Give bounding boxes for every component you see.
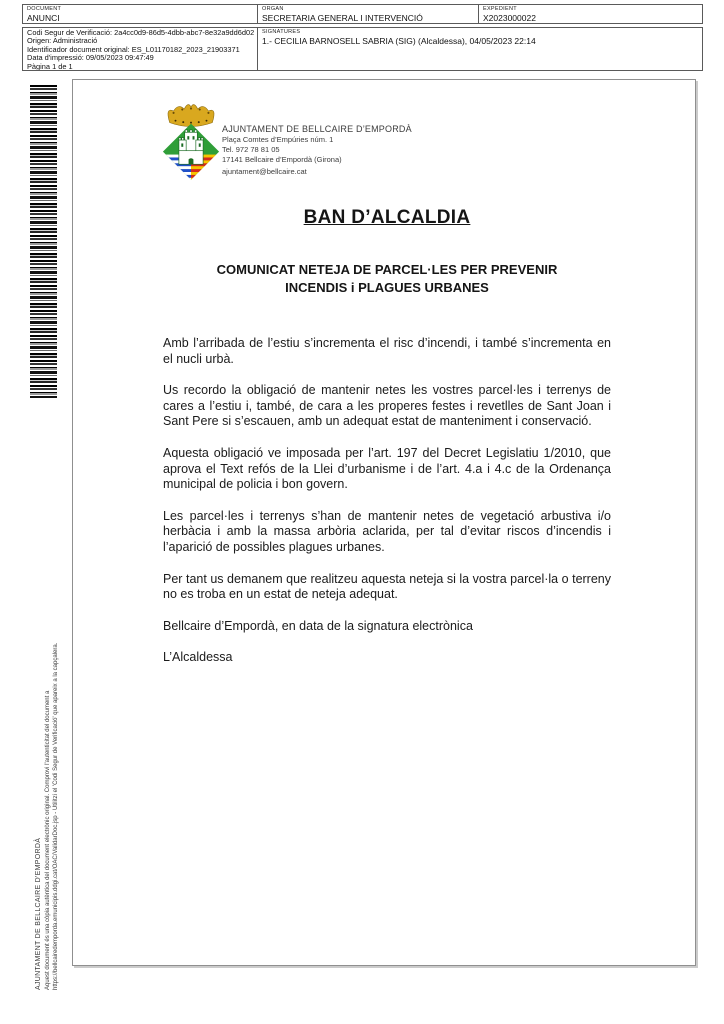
org-email: ajuntament@bellcaire.cat <box>222 166 307 176</box>
document-title-text: BAN D’ALCALDIA <box>303 207 471 228</box>
document-body <box>163 336 611 682</box>
metadata-cell-document <box>22 4 258 24</box>
metadata-row-top <box>22 4 703 24</box>
document-title <box>163 207 611 229</box>
vertical-authenticity-text: Aquest document és una còpia autèntica del document electrònic original. Comprovi l'autenticitat del document a <box>44 690 51 990</box>
expedient-value: X2023000022 <box>483 13 536 23</box>
verification-line: Origen: Administració <box>27 36 98 46</box>
subtitle-line-1: COMUNICAT NETEJA DE PARCEL·LES PER PREVENIR <box>216 262 558 277</box>
paragraph: Les parcel·les i terrenys s’han de mantenir netes de vegetació arbustiva i/o herbàcia i amb la massa arbòria aclarida, per tal d’evitar riscos d’incendis i l’aparició de possibles plagues urbanes. <box>163 508 611 554</box>
paragraph-place-date: Bellcaire d’Empordà, en data de la signatura electrònica <box>163 618 473 633</box>
paragraph-signer-role: L’Alcaldessa <box>163 650 233 665</box>
coat-of-arms-logo <box>160 100 222 182</box>
paragraph: Aquesta obligació ve imposada per l’art. 197 del Decret Legislatiu 1/2010, que aprova el Text refós de la Llei d’urbanisme i de l’art. 4.a i 4.c de la Ordenança municipal de policia i bon govern. <box>163 445 611 492</box>
org-city: 17141 Bellcaire d’Empordà (Girona) <box>222 155 342 165</box>
document-subtitle <box>163 261 611 296</box>
verification-line: Codi Segur de Verificació: 2a4cc0d9-86d5-4dbb-abc7-8e32a9dd6d02 <box>27 28 255 37</box>
subtitle-line-2: INCENDIS i PLAGUES URBANES <box>285 279 489 295</box>
org-phone: Tel. 972 78 81 05 <box>222 145 280 155</box>
verification-line: Data d'impressió: 09/05/2023 09:47:49 <box>27 53 154 63</box>
org-letterhead <box>222 123 412 177</box>
signatures-value: 1.- CECILIA BARNOSELL SABRIA (SIG) (Alcaldessa), 04/05/2023 22:14 <box>262 36 536 46</box>
metadata-cell-signatures <box>258 27 703 71</box>
metadata-row-bottom <box>22 27 703 71</box>
document-value: ANUNCI <box>27 13 60 23</box>
verification-barcode <box>30 85 57 398</box>
metadata-cell-verification <box>22 27 258 71</box>
organ-value: SECRETARIA GENERAL I INTERVENCIÓ <box>262 13 423 23</box>
document-metadata-table <box>22 4 703 71</box>
vertical-org-name: AJUNTAMENT DE BELLCAIRE D'EMPORDÀ <box>35 837 42 990</box>
paragraph: Amb l’arribada de l’estiu s’incrementa el risc d’incendi, i també s’incrementa en el nucli urbà. <box>163 336 611 366</box>
metadata-cell-expedient <box>479 4 703 24</box>
signatures-label: SIGNATURES <box>262 29 301 35</box>
vertical-legal-caption <box>34 528 61 990</box>
verification-line: Identificador document original: ES_L01170182_2023_21903371 <box>27 44 240 54</box>
org-name: AJUNTAMENT DE BELLCAIRE D’EMPORDÀ <box>222 124 412 134</box>
org-address: Plaça Comtes d’Empúries núm. 1 <box>222 135 334 144</box>
paragraph: Us recordo la obligació de mantenir netes les vostres parcel·les i terrenys de cares a l’estiu i, també, de cara a les properes festes i revetlles de Sant Joan i Sant Pere si s’escauen, amb un adequat estat de manteniment i conservació. <box>163 383 611 429</box>
paragraph: Per tant us demanem que realitzeu aquesta neteja si la vostra parcel·la o terreny no es troba en un estat de neteja adequat. <box>163 571 611 602</box>
metadata-cell-organ <box>258 4 479 24</box>
document-label: DOCUMENT <box>27 6 62 12</box>
expedient-label: EXPEDIENT <box>483 6 517 12</box>
vertical-validation-url: https://bellcairedemporda.emunicipis.ddgi.cat/OAC/ValidarDoc.jsp - Utilitzi el 'Codi Segur de Verificació' que apareix a la capçalera. <box>53 642 60 990</box>
verification-line: Pàgina 1 de 1 <box>27 61 73 71</box>
organ-label: ORGAN <box>262 6 284 12</box>
